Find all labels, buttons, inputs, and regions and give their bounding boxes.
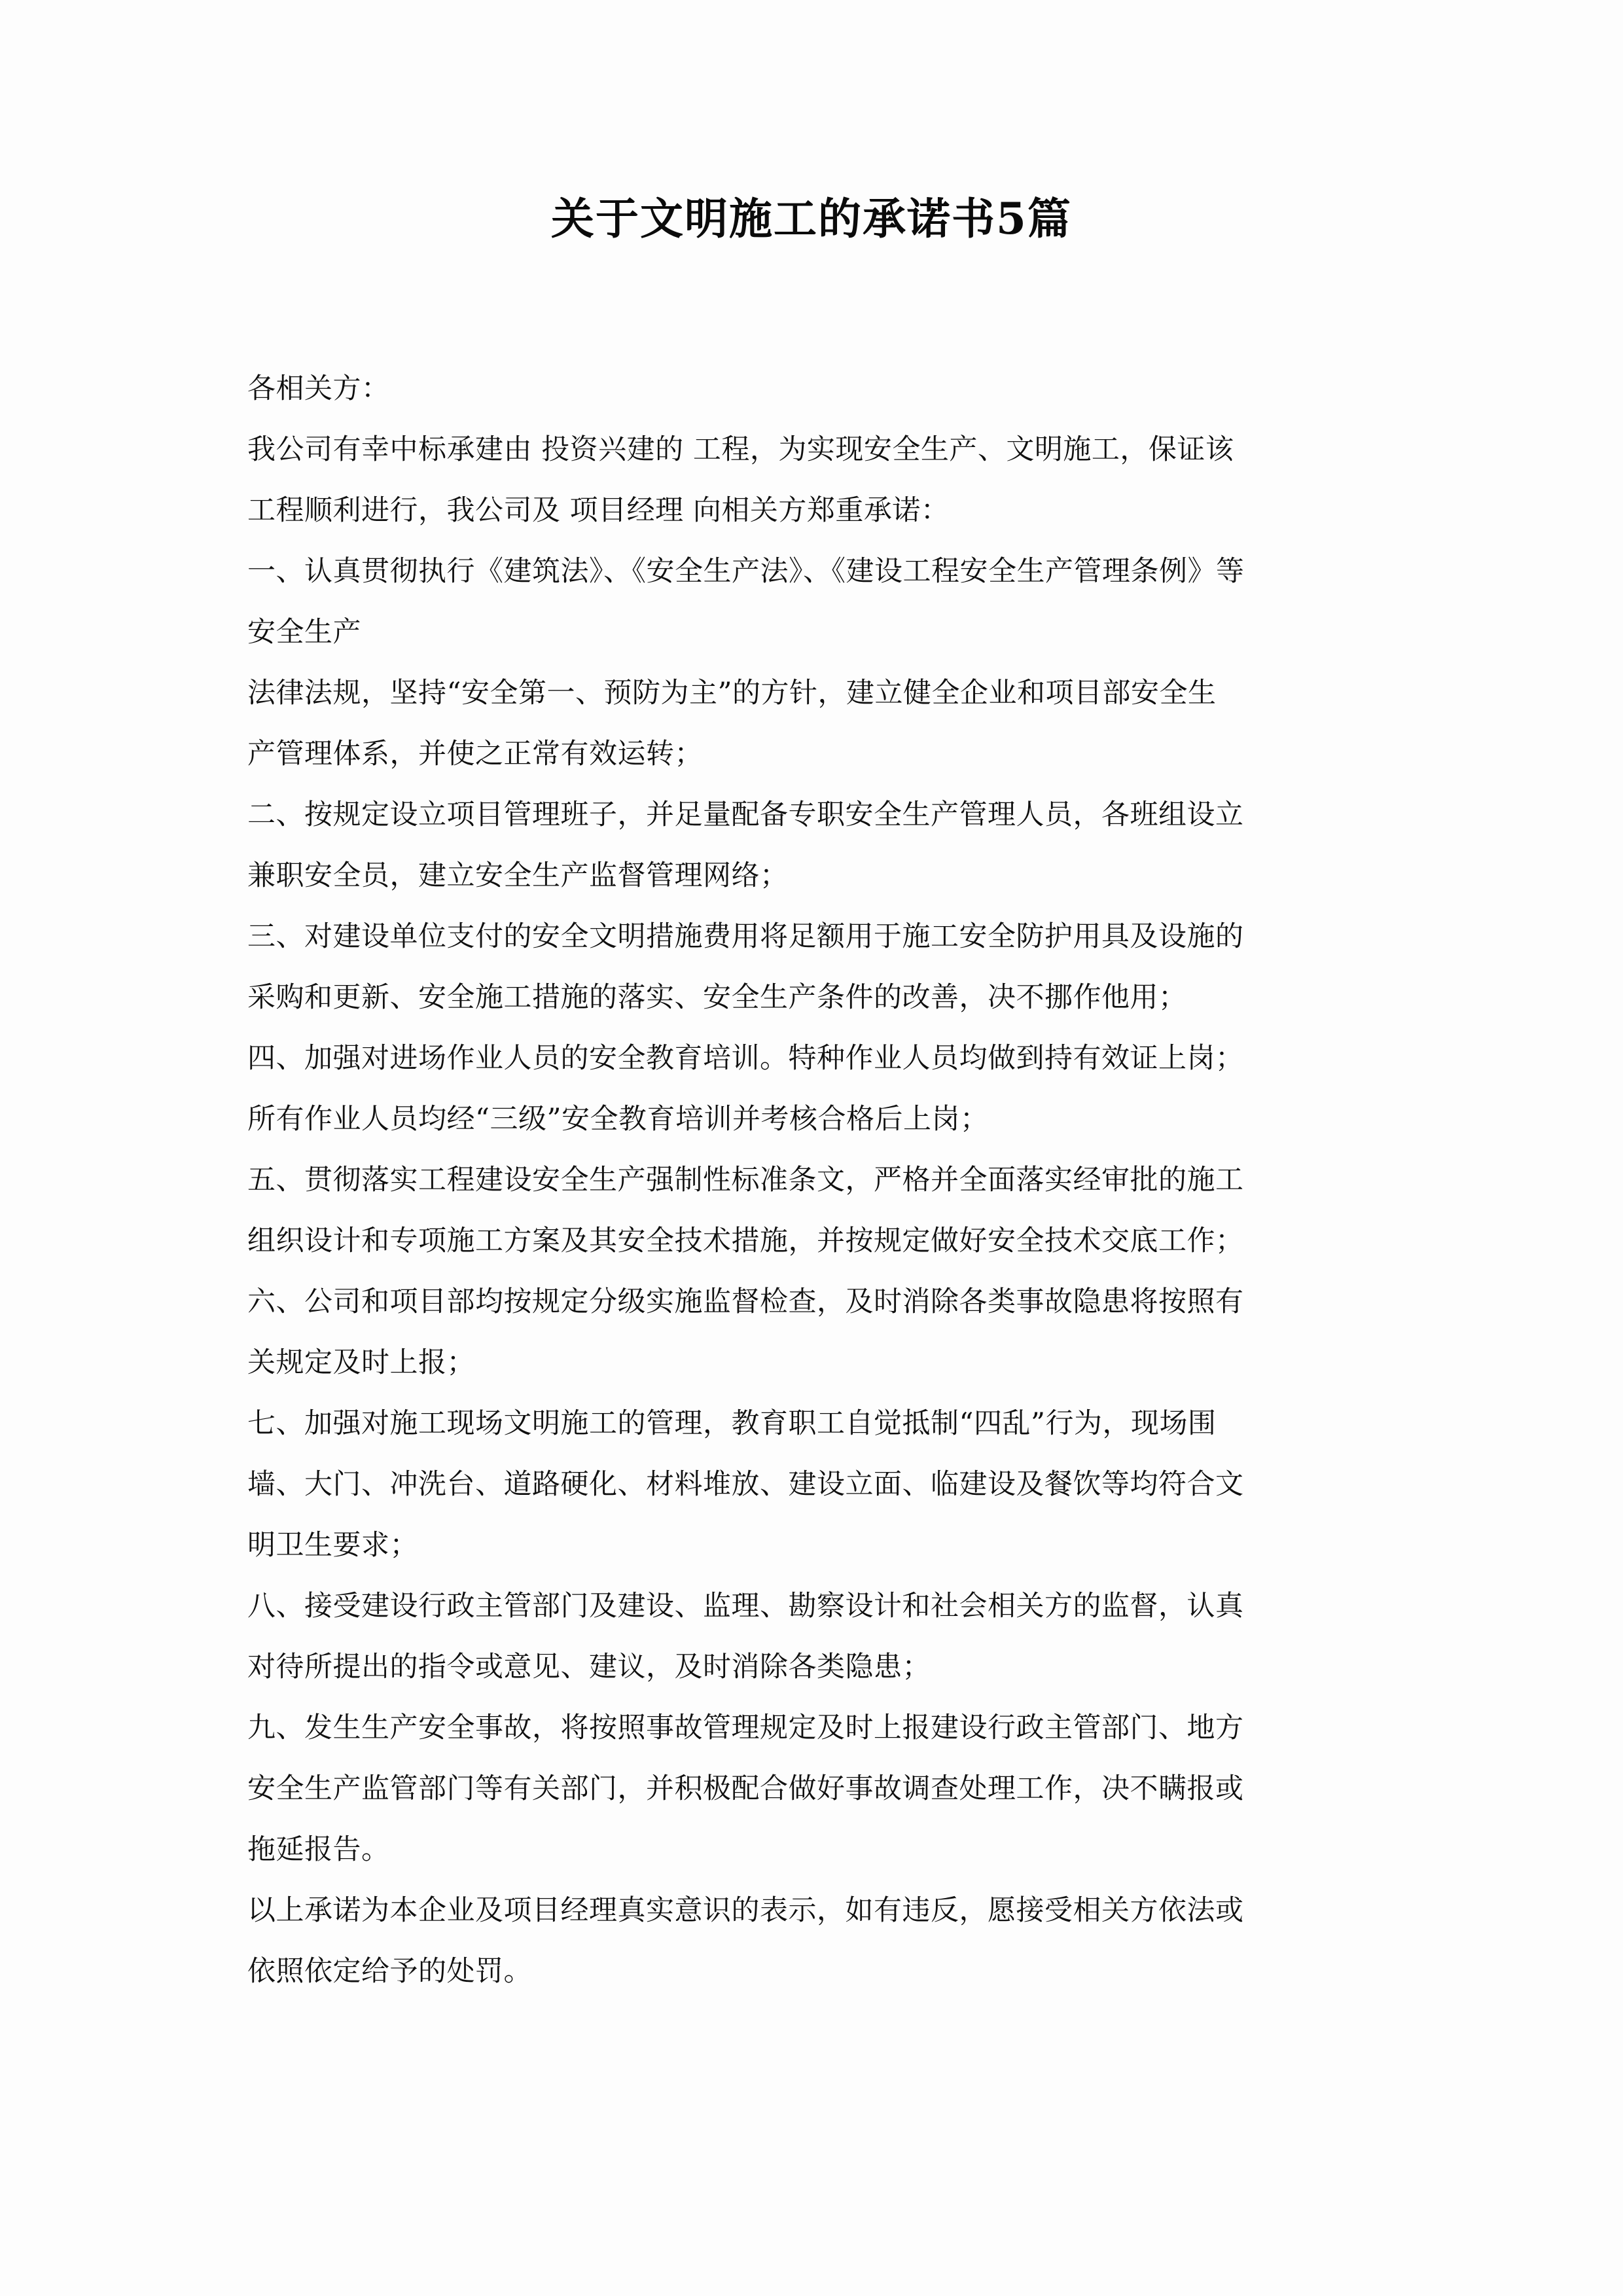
body-line: 墙、大门、冲洗台、道路硬化、材料堆放、建设立面、临建设及餐饮等均符合文 xyxy=(247,1468,1244,1501)
body-line: 三、对建设单位支付的安全文明措施费用将足额用于施工安全防护用具及设施的 xyxy=(247,920,1244,953)
body-line: 我公司有幸中标承建由 投资兴建的 工程，为实现安全生产、文明施工，保证该 xyxy=(247,433,1234,466)
body-line: 法律法规，坚持“安全第一、预防为主”的方针，建立健全企业和项目部安全生 xyxy=(247,677,1217,709)
body-line: 对待所提出的指令或意见、建议，及时消除各类隐患； xyxy=(247,1651,931,1683)
body-line: 明卫生要求； xyxy=(247,1529,418,1562)
body-line: 八、接受建设行政主管部门及建设、监理、勘察设计和社会相关方的监督，认真 xyxy=(247,1590,1244,1623)
body-line: 工程顺利进行，我公司及 项目经理 向相关方郑重承诺： xyxy=(247,494,950,527)
body-line: 四、加强对进场作业人员的安全教育培训。特种作业人员均做到持有效证上岗； xyxy=(247,1042,1244,1075)
body-line: 依照依定给予的处罚。 xyxy=(247,1955,532,1988)
body-line: 二、按规定设立项目管理班子，并足量配备专职安全生产管理人员，各班组设立 xyxy=(247,798,1244,831)
body-line: 五、贯彻落实工程建设安全生产强制性标准条文，严格并全面落实经审批的施工 xyxy=(247,1164,1244,1196)
body-line: 关规定及时上报； xyxy=(247,1346,475,1379)
body-line: 拖延报告。 xyxy=(247,1833,390,1866)
body-line: 兼职安全员，建立安全生产监督管理网络； xyxy=(247,859,789,892)
page-title: 关于文明施工的承诺书5篇 xyxy=(551,193,1072,244)
body-line: 以上承诺为本企业及项目经理真实意识的表示，如有违反，愿接受相关方依法或 xyxy=(247,1894,1244,1927)
body-line: 九、发生生产安全事故，将按照事故管理规定及时上报建设行政主管部门、地方 xyxy=(247,1712,1244,1744)
body-line: 采购和更新、安全施工措施的落实、安全生产条件的改善，决不挪作他用； xyxy=(247,981,1187,1014)
body-line: 各相关方： xyxy=(247,372,390,405)
body-line: 六、公司和项目部均按规定分级实施监督检查，及时消除各类事故隐患将按照有 xyxy=(247,1285,1244,1318)
body-line: 七、加强对施工现场文明施工的管理，教育职工自觉抵制“四乱”行为，现场围 xyxy=(247,1407,1217,1440)
body-line: 安全生产 xyxy=(247,616,361,649)
document-body xyxy=(247,359,1386,2002)
body-line: 组织设计和专项施工方案及其安全技术措施，并按规定做好安全技术交底工作； xyxy=(247,1225,1244,1257)
body-line: 所有作业人员均经“三级”安全教育培训并考核合格后上岗； xyxy=(247,1103,989,1136)
body-line: 安全生产监管部门等有关部门，并积极配合做好事故调查处理工作，决不瞒报或 xyxy=(247,1772,1244,1805)
body-line: 一、认真贯彻执行《建筑法》、《安全生产法》、《建设工程安全生产管理条例》等 xyxy=(247,555,1245,588)
body-line: 产管理体系，并使之正常有效运转； xyxy=(247,738,703,770)
